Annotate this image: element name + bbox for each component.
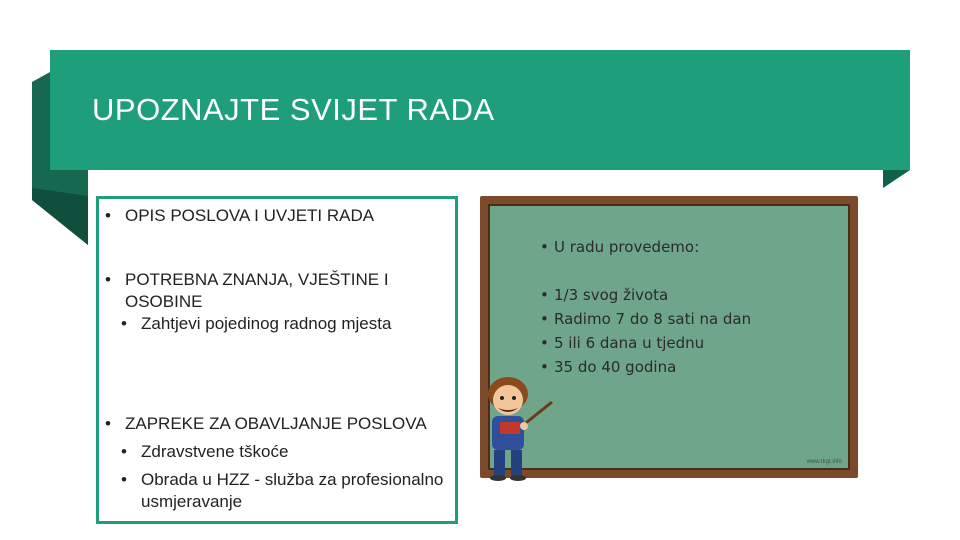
bullet-dot: • <box>105 270 111 289</box>
sub-bullet-item <box>105 313 450 335</box>
bullet-item-text: POTREBNA ZNANJA, VJEŠTINE I OSOBINE <box>125 270 389 311</box>
slide-title: UPOZNAJTE SVIJET RADA <box>92 92 495 127</box>
content-box <box>96 196 458 524</box>
board-line: • 1/3 svog života <box>540 286 669 304</box>
sub-bullet-text: Obrada u HZZ - služba za profesionalno usmjeravanje <box>141 470 444 511</box>
teacher-cartoon-icon <box>478 372 564 482</box>
bullet-item-text: OPIS POSLOVA I UVJETI RADA <box>125 206 375 225</box>
board-line: • 35 do 40 godina <box>540 358 677 376</box>
bullet-item-text: ZAPREKE ZA OBAVLJANJE POSLOVA <box>125 414 427 433</box>
sub-bullet-text: Zahtjevi pojedinog radnog mjesta <box>141 314 392 333</box>
bullet-item-3 <box>105 413 450 513</box>
bullet-item-2 <box>105 269 450 335</box>
sub-bullet-text: Zdravstvene tškoće <box>141 442 289 461</box>
board-watermark: www.tkgt.info <box>806 459 842 465</box>
bullet-dot: • <box>105 206 111 225</box>
sub-bullet-item <box>105 469 450 513</box>
board-heading: • U radu provedemo: <box>540 238 700 256</box>
title-bar <box>50 50 910 170</box>
bullet-dot: • <box>105 414 111 433</box>
board-line: • 5 ili 6 dana u tjednu <box>540 334 705 352</box>
bullet-dot: • <box>121 442 127 461</box>
sub-bullet-item <box>105 441 450 463</box>
bullet-dot: • <box>121 314 127 333</box>
board-line: • Radimo 7 do 8 sati na dan <box>540 310 752 328</box>
bullet-dot: • <box>121 470 127 489</box>
bullet-item-1 <box>105 205 450 227</box>
